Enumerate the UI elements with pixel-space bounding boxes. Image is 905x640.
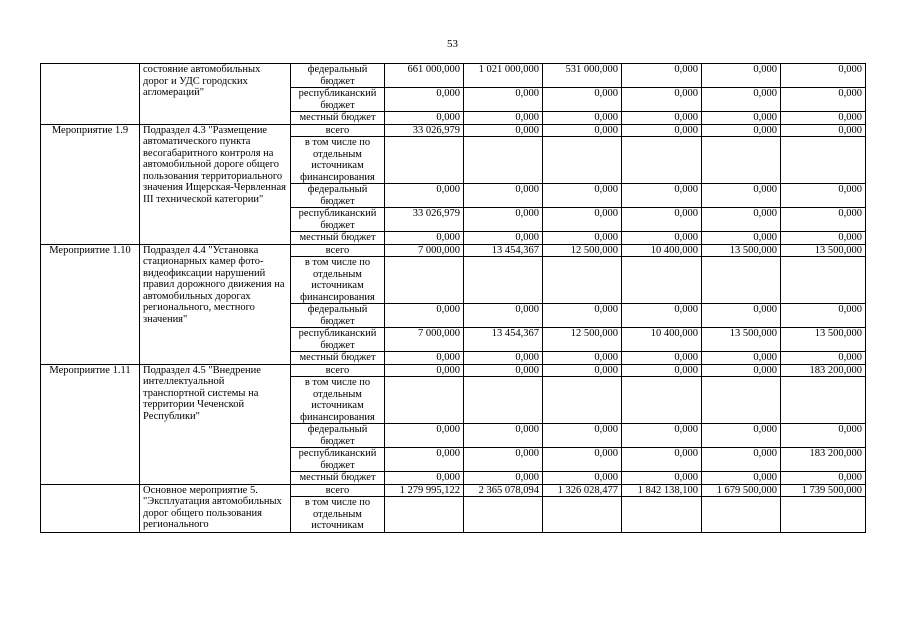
value-cell: 0,000 (464, 352, 543, 365)
value-cell: 0,000 (702, 364, 781, 377)
event-description: Основное мероприятие 5. "Эксплуатация автомобильных дорог общего пользования регионального (140, 484, 291, 532)
event-number: Мероприятие 1.10 (41, 244, 140, 364)
funding-source: федеральный бюджет (291, 304, 385, 328)
value-cell: 0,000 (702, 232, 781, 245)
value-cell: 13 500,000 (781, 328, 866, 352)
value-cell: 0,000 (543, 448, 622, 472)
value-cell: 0,000 (543, 124, 622, 137)
value-cell: 0,000 (781, 64, 866, 88)
value-cell: 0,000 (385, 112, 464, 125)
table-row (41, 484, 866, 497)
value-cell: 0,000 (622, 124, 702, 137)
funding-source: федеральный бюджет (291, 184, 385, 208)
value-cell: 0,000 (702, 304, 781, 328)
value-cell: 0,000 (781, 124, 866, 137)
table-row (41, 64, 866, 88)
value-cell: 531 000,000 (543, 64, 622, 88)
value-cell: 7 000,000 (385, 328, 464, 352)
value-cell: 0,000 (622, 472, 702, 485)
value-cell: 33 026,979 (385, 124, 464, 137)
value-cell: 0,000 (385, 448, 464, 472)
value-cell: 12 500,000 (543, 244, 622, 257)
value-cell: 0,000 (781, 232, 866, 245)
value-cell (702, 497, 781, 533)
funding-source: местный бюджет (291, 472, 385, 485)
value-cell: 1 326 028,477 (543, 484, 622, 497)
table-row (41, 364, 866, 377)
funding-source: в том числе по отдельным источникам (291, 497, 385, 533)
value-cell (385, 377, 464, 424)
value-cell: 661 000,000 (385, 64, 464, 88)
value-cell: 0,000 (622, 364, 702, 377)
value-cell (622, 257, 702, 304)
value-cell (781, 137, 866, 184)
value-cell (464, 137, 543, 184)
value-cell: 0,000 (464, 304, 543, 328)
event-cell (41, 484, 140, 532)
value-cell: 0,000 (702, 88, 781, 112)
funding-source: местный бюджет (291, 112, 385, 125)
value-cell: 0,000 (543, 472, 622, 485)
value-cell: 0,000 (543, 232, 622, 245)
value-cell: 10 400,000 (622, 328, 702, 352)
value-cell (464, 257, 543, 304)
funding-source: республиканский бюджет (291, 328, 385, 352)
value-cell: 0,000 (781, 88, 866, 112)
value-cell: 0,000 (464, 124, 543, 137)
value-cell: 0,000 (702, 184, 781, 208)
funding-source: местный бюджет (291, 232, 385, 245)
value-cell: 13 500,000 (781, 244, 866, 257)
funding-source: республиканский бюджет (291, 448, 385, 472)
value-cell (385, 497, 464, 533)
value-cell: 0,000 (464, 232, 543, 245)
value-cell (622, 377, 702, 424)
value-cell: 12 500,000 (543, 328, 622, 352)
value-cell: 0,000 (464, 448, 543, 472)
value-cell: 0,000 (622, 88, 702, 112)
value-cell: 0,000 (464, 424, 543, 448)
value-cell (781, 497, 866, 533)
value-cell: 1 021 000,000 (464, 64, 543, 88)
value-cell: 1 842 138,100 (622, 484, 702, 497)
event-description: Подраздел 4.4 "Установка стационарных камер фото-видеофиксации нарушений правил дорожного движения на автомобильных дорогах регионального, местного значения" (140, 244, 291, 364)
value-cell: 0,000 (781, 184, 866, 208)
value-cell: 0,000 (464, 184, 543, 208)
value-cell: 0,000 (385, 364, 464, 377)
value-cell: 0,000 (543, 304, 622, 328)
value-cell (385, 137, 464, 184)
funding-source: всего (291, 244, 385, 257)
value-cell (543, 137, 622, 184)
value-cell: 0,000 (543, 364, 622, 377)
value-cell (702, 137, 781, 184)
value-cell: 0,000 (622, 184, 702, 208)
funding-source: республиканский бюджет (291, 208, 385, 232)
value-cell: 0,000 (702, 64, 781, 88)
funding-source: в том числе по отдельным источникам финансирования (291, 137, 385, 184)
value-cell: 0,000 (385, 184, 464, 208)
value-cell: 1 679 500,000 (702, 484, 781, 497)
table-row (41, 124, 866, 137)
value-cell: 0,000 (622, 448, 702, 472)
value-cell (464, 497, 543, 533)
event-description: Подраздел 4.5 "Внедрение интеллектуальной транспортной системы на территории Чеченской Республики" (140, 364, 291, 484)
value-cell: 0,000 (385, 472, 464, 485)
value-cell (464, 377, 543, 424)
funding-source: республиканский бюджет (291, 88, 385, 112)
event-number: Мероприятие 1.11 (41, 364, 140, 484)
value-cell: 0,000 (781, 304, 866, 328)
value-cell: 0,000 (622, 64, 702, 88)
value-cell: 0,000 (781, 208, 866, 232)
event-description: состояние автомобильных дорог и УДС городских агломераций" (140, 64, 291, 125)
value-cell: 33 026,979 (385, 208, 464, 232)
funding-source: всего (291, 364, 385, 377)
value-cell: 0,000 (543, 424, 622, 448)
event-description: Подраздел 4.3 "Размещение автоматического пункта весогабаритного контроля на автомобильной дороге общего пользования территориального значения Ищерская-Червленная III технической категории" (140, 124, 291, 244)
value-cell (622, 137, 702, 184)
value-cell: 0,000 (543, 352, 622, 365)
value-cell: 0,000 (702, 352, 781, 365)
value-cell: 0,000 (702, 472, 781, 485)
value-cell: 13 500,000 (702, 244, 781, 257)
value-cell: 0,000 (702, 112, 781, 125)
value-cell (543, 257, 622, 304)
value-cell: 10 400,000 (622, 244, 702, 257)
funding-source: федеральный бюджет (291, 64, 385, 88)
value-cell (543, 497, 622, 533)
value-cell: 0,000 (385, 88, 464, 112)
value-cell (622, 497, 702, 533)
value-cell: 0,000 (464, 472, 543, 485)
value-cell: 0,000 (622, 112, 702, 125)
value-cell: 0,000 (385, 424, 464, 448)
value-cell: 0,000 (464, 88, 543, 112)
funding-source: всего (291, 484, 385, 497)
value-cell: 7 000,000 (385, 244, 464, 257)
value-cell: 13 454,367 (464, 244, 543, 257)
value-cell: 0,000 (781, 424, 866, 448)
value-cell: 0,000 (543, 208, 622, 232)
funding-source: в том числе по отдельным источникам финансирования (291, 377, 385, 424)
event-number: Мероприятие 1.9 (41, 124, 140, 244)
value-cell: 0,000 (702, 124, 781, 137)
funding-source: федеральный бюджет (291, 424, 385, 448)
value-cell: 183 200,000 (781, 364, 866, 377)
value-cell: 13 500,000 (702, 328, 781, 352)
value-cell (543, 377, 622, 424)
value-cell: 0,000 (622, 208, 702, 232)
value-cell: 0,000 (543, 184, 622, 208)
value-cell: 13 454,367 (464, 328, 543, 352)
value-cell (781, 257, 866, 304)
value-cell: 2 365 078,094 (464, 484, 543, 497)
value-cell: 0,000 (702, 208, 781, 232)
value-cell: 0,000 (702, 448, 781, 472)
value-cell: 0,000 (464, 112, 543, 125)
value-cell: 1 739 500,000 (781, 484, 866, 497)
value-cell: 0,000 (622, 304, 702, 328)
value-cell (702, 257, 781, 304)
value-cell: 0,000 (702, 424, 781, 448)
funding-source: местный бюджет (291, 352, 385, 365)
value-cell: 0,000 (622, 352, 702, 365)
value-cell: 0,000 (385, 232, 464, 245)
funding-source: всего (291, 124, 385, 137)
page-number: 53 (447, 38, 458, 50)
value-cell: 0,000 (385, 352, 464, 365)
value-cell (385, 257, 464, 304)
value-cell: 0,000 (622, 232, 702, 245)
value-cell: 0,000 (781, 472, 866, 485)
table-row (41, 244, 866, 257)
value-cell: 0,000 (464, 364, 543, 377)
value-cell: 1 279 995,122 (385, 484, 464, 497)
funding-source: в том числе по отдельным источникам финансирования (291, 257, 385, 304)
value-cell: 183 200,000 (781, 448, 866, 472)
budget-table (40, 63, 866, 533)
value-cell: 0,000 (781, 352, 866, 365)
value-cell (702, 377, 781, 424)
value-cell: 0,000 (543, 112, 622, 125)
value-cell: 0,000 (385, 304, 464, 328)
event-cell (41, 64, 140, 125)
value-cell: 0,000 (543, 88, 622, 112)
value-cell: 0,000 (781, 112, 866, 125)
value-cell: 0,000 (622, 424, 702, 448)
value-cell: 0,000 (464, 208, 543, 232)
value-cell (781, 377, 866, 424)
